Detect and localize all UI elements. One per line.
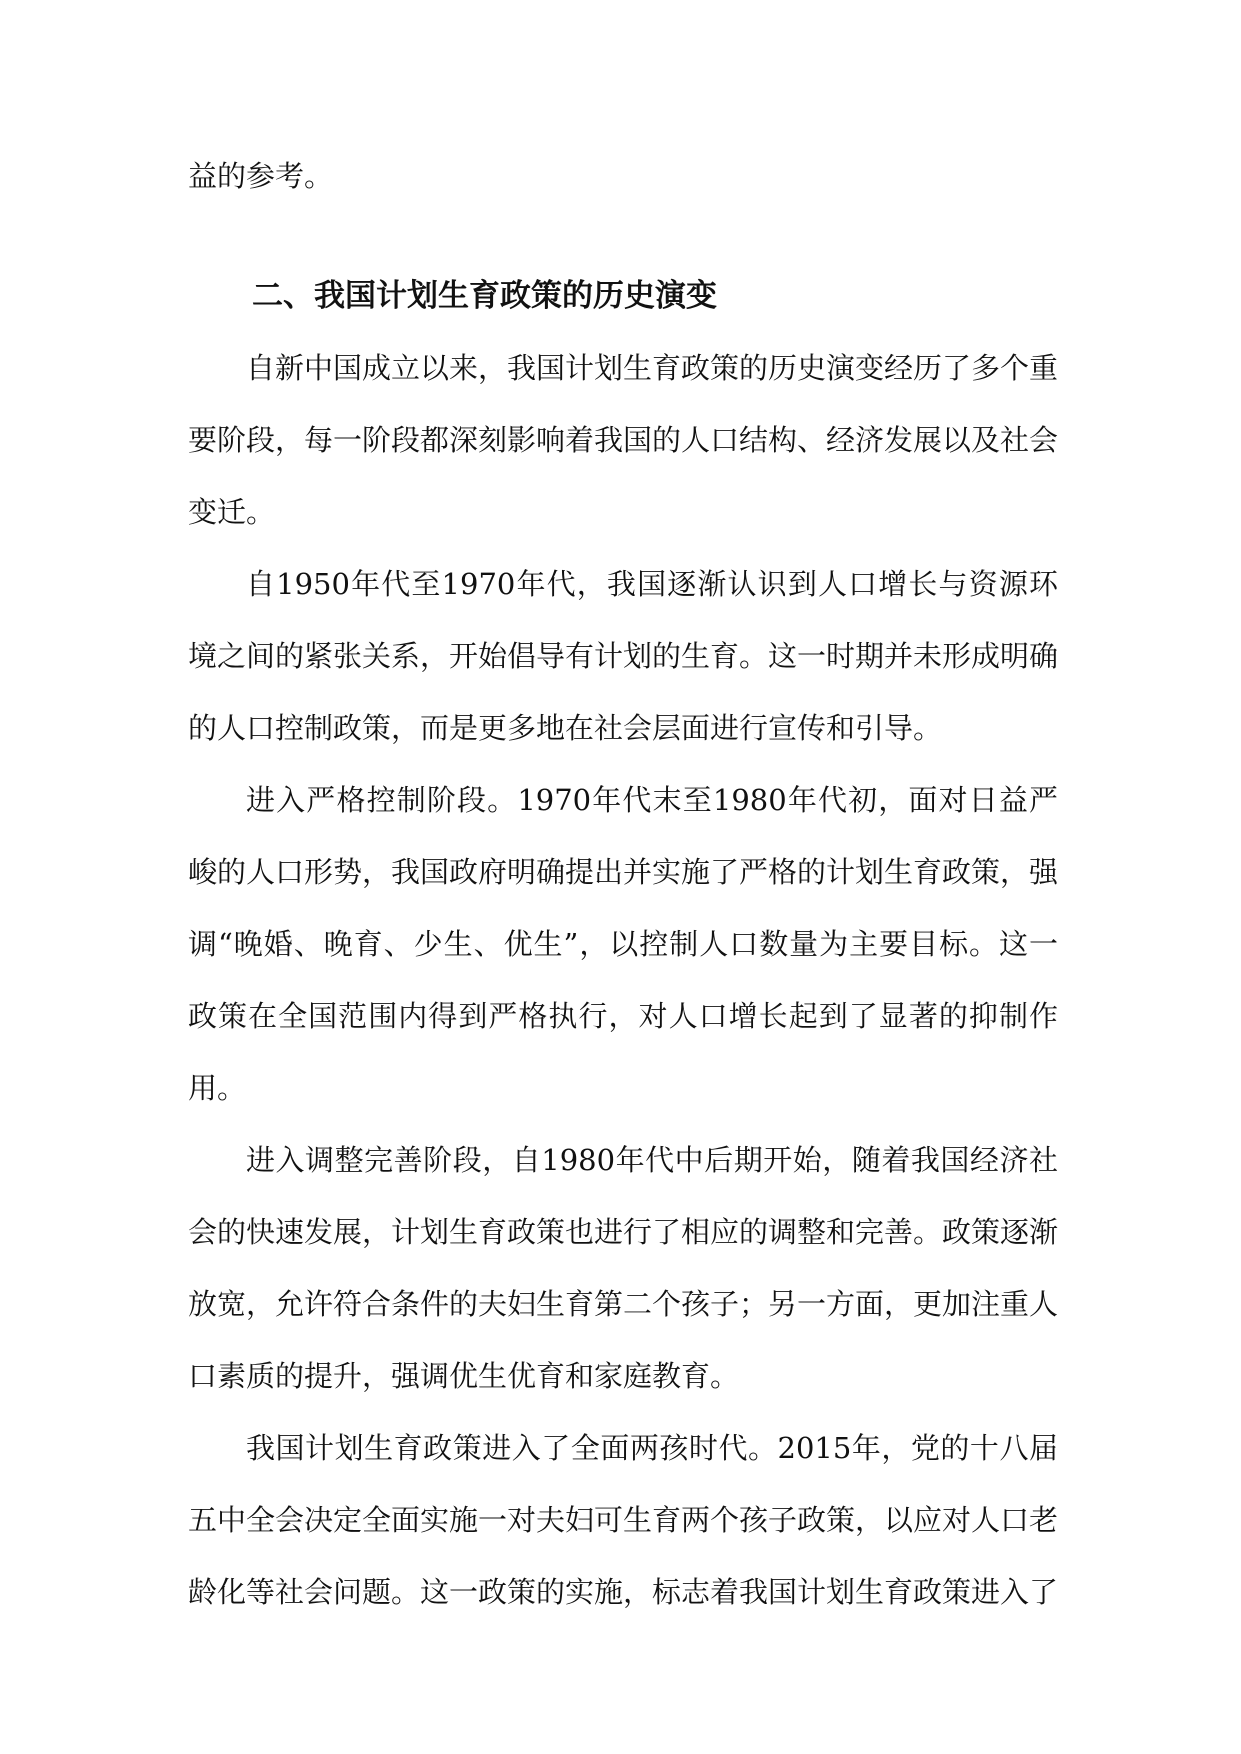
paragraph-two-child: 我国计划生育政策进入了全面两孩时代。2015年，党的十八届五中全会决定全面实施一对夫妇可生育两个孩子政策，以应对人口老龄化等社会问题。这一政策的实施，标志着我国计划生育政策进入了 — [188, 1431, 1059, 1609]
paragraph-intro: 自新中国成立以来，我国计划生育政策的历史演变经历了多个重要阶段，每一阶段都深刻影响着我国的人口结构、经济发展以及社会变迁。 — [188, 351, 1059, 529]
section-heading: 二、我国计划生育政策的历史演变 — [252, 278, 717, 314]
lead-line: 益的参考。 — [188, 159, 334, 193]
document-body — [188, 140, 1058, 1628]
paragraph-strict-control: 进入严格控制阶段。1970年代末至1980年代初，面对日益严峻的人口形势，我国政府明确提出并实施了严格的计划生育政策，强调“晚婚、晚育、少生、优生”，以控制人口数量为主要目标。这一政策在全国范围内得到严格执行，对人口增长起到了显著的抑制作用。 — [188, 783, 1059, 1105]
paragraph-early-period: 自1950年代至1970年代，我国逐渐认识到人口增长与资源环境之间的紧张关系，开始倡导有计划的生育。这一时期并未形成明确的人口控制政策，而是更多地在社会层面进行宣传和引导。 — [188, 567, 1059, 745]
paragraph-adjustment: 进入调整完善阶段，自1980年代中后期开始，随着我国经济社会的快速发展，计划生育政策也进行了相应的调整和完善。政策逐渐放宽，允许符合条件的夫妇生育第二个孩子；另一方面，更加注重人口素质的提升，强调优生优育和家庭教育。 — [188, 1143, 1059, 1393]
